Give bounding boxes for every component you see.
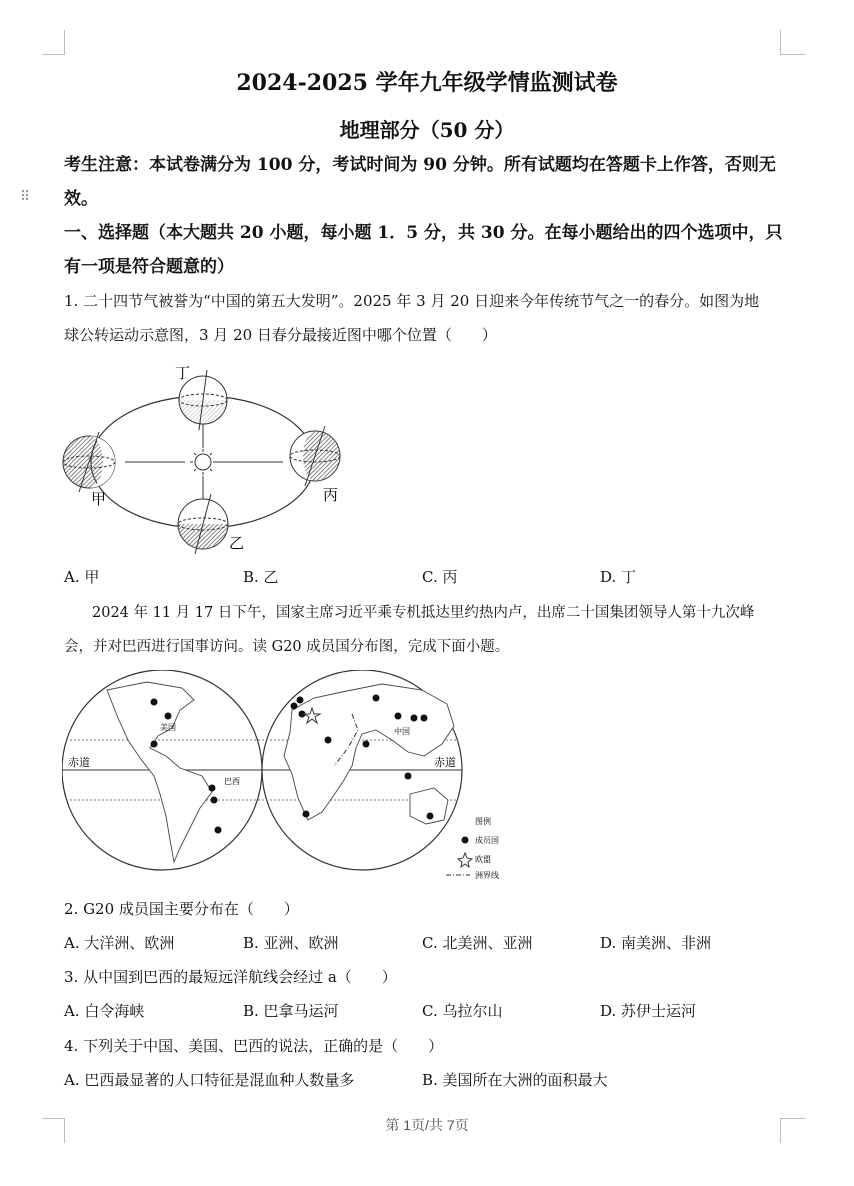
label-yi: 乙: [229, 534, 245, 552]
map-label-equator-right: 赤道: [434, 756, 456, 769]
question-3-stem: 3. 从中国到巴西的最短远洋航线会经过 a（ ）: [64, 968, 397, 986]
q1-option-d[interactable]: D. 丁: [600, 568, 637, 586]
question-1-line-1: 1. 二十四节气被誉为“中国的第五大发明”。2025 年 3 月 20 日迎来今年传统节气之一的春分。如图为地: [64, 292, 760, 310]
globe-yi-icon: [178, 494, 228, 554]
notice-line-1: 考生注意：本试卷满分为 100 分，考试时间为 90 分钟。所有试题均在答题卡上作答，否则无: [64, 155, 776, 175]
passage-line-2: 会，并对巴西进行国事访问。读 G20 成员国分布图，完成下面小题。: [64, 639, 510, 655]
corner-mark-top-right: [780, 30, 805, 55]
corner-mark-top-left: [42, 30, 65, 55]
earth-orbit-diagram: [55, 360, 355, 555]
map-legend: [446, 816, 499, 880]
passage-line-1: 2024 年 11 月 17 日下午，国家主席习近平乘专机抵达里约热内卢，出席二十国集团领导人第十九次峰: [92, 605, 755, 621]
label-bing: 丙: [323, 486, 339, 504]
q2-option-a[interactable]: A. 大洋洲、欧洲: [64, 934, 175, 952]
legend-boundary: 洲界线: [475, 871, 499, 880]
map-label-china: 中国: [394, 727, 410, 736]
q3-option-d[interactable]: D. 苏伊士运河: [600, 1002, 697, 1020]
notice-line-2: 效。: [64, 189, 98, 209]
page-number: 第 1页/共 7页: [385, 1117, 469, 1133]
globe-jia-icon: [63, 432, 115, 492]
q4-option-a[interactable]: A. 巴西最显著的人口特征是混血种人数量多: [64, 1071, 355, 1089]
q3-option-a[interactable]: A. 白令海峡: [64, 1002, 145, 1020]
q3-option-b[interactable]: B. 巴拿马运河: [243, 1002, 339, 1020]
map-label-usa: 美国: [160, 723, 176, 732]
legend-member: 成员国: [475, 836, 499, 845]
page-subtitle: 地理部分（50 分）: [339, 118, 515, 142]
q1-option-b[interactable]: B. 乙: [243, 568, 279, 586]
section-heading-line-1: 一、选择题（本大题共 20 小题，每小题 1．5 分，共 30 分。在每小题给出的四个选项中，只: [64, 223, 783, 243]
q2-option-c[interactable]: C. 北美洲、亚洲: [422, 934, 533, 952]
q4-option-b[interactable]: B. 美国所在大洲的面积最大: [422, 1071, 608, 1089]
label-ding: 丁: [175, 364, 191, 382]
question-4-stem: 4. 下列关于中国、美国、巴西的说法，正确的是（ ）: [64, 1037, 444, 1055]
q3-option-c[interactable]: C. 乌拉尔山: [422, 1002, 503, 1020]
q2-option-b[interactable]: B. 亚洲、欧洲: [243, 934, 339, 952]
legend-member-icon: [462, 837, 469, 844]
g20-world-map: [62, 670, 522, 890]
q1-option-c[interactable]: C. 丙: [422, 568, 458, 586]
q2-option-d[interactable]: D. 南美洲、非洲: [600, 934, 712, 952]
globe-bing-icon: [290, 426, 340, 486]
section-heading-line-2: 有一项是符合题意的）: [64, 257, 234, 277]
map-label-brazil: 巴西: [224, 777, 240, 786]
map-label-equator-left: 赤道: [68, 756, 90, 769]
drag-handle-icon[interactable]: ⠿: [20, 189, 30, 205]
question-2-stem: 2. G20 成员国主要分布在（ ）: [64, 900, 299, 918]
page-title: 2024-2025 学年九年级学情监测试卷: [236, 70, 618, 96]
question-1-line-2: 球公转运动示意图，3 月 20 日春分最接近图中哪个位置（ ）: [64, 326, 497, 344]
legend-eu: 欧盟: [475, 855, 491, 864]
q1-option-a[interactable]: A. 甲: [64, 568, 100, 586]
label-jia: 甲: [91, 490, 107, 508]
legend-title: 图例: [475, 817, 491, 826]
sun-icon: [190, 449, 216, 475]
legend-eu-icon: [458, 853, 472, 867]
